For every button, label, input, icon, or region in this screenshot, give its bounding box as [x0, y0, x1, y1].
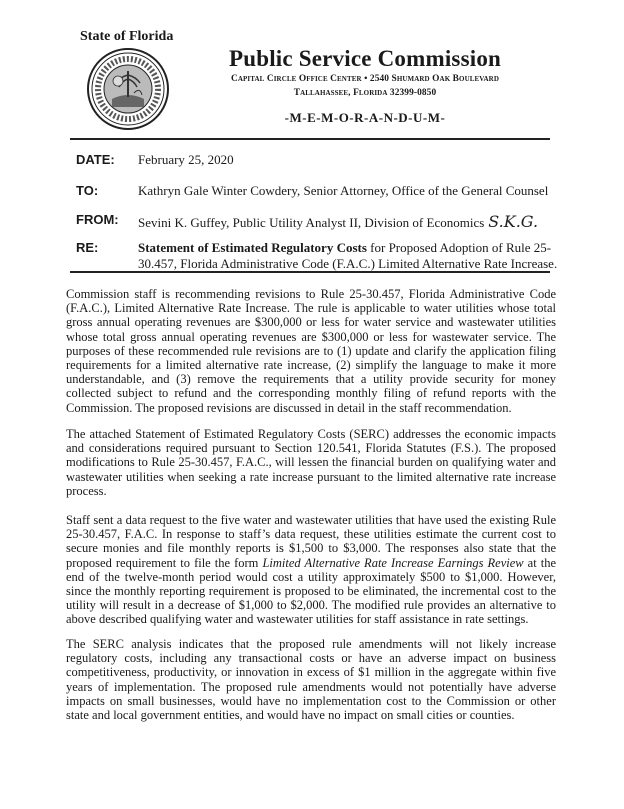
- header-divider: [70, 138, 550, 140]
- address-line-1: Capital Circle Office Center • 2540 Shumard Oak Boulevard: [231, 74, 499, 84]
- form-name-italic: Limited Alternative Rate Increase Earnings Review: [262, 555, 524, 570]
- from-label: FROM:: [76, 212, 119, 227]
- to-value: Kathryn Gale Winter Cowdery, Senior Attorney, Office of the General Counsel: [138, 183, 549, 198]
- memo-title: -M-E-M-O-R-A-N-D-U-M-: [284, 110, 446, 125]
- address-line-2: Tallahassee, Florida 32399-0850: [293, 88, 437, 98]
- florida-state-seal-icon: [86, 47, 170, 131]
- paragraph-3-part-a: Staff sent a data request to the five water and wastewater utilities that have used the existing Rule 25-30.457, F.A.C. In response to staff’s data request, these utilities estimate the current cost to secure monies and file monthly reports is $1,500 to $3,000. The responses also state that the proposed requirement to file the form: [66, 513, 556, 570]
- date-value: February 25, 2020: [138, 152, 234, 167]
- from-value: Sevini K. Guffey, Public Utility Analyst II, Division of Economics: [138, 215, 485, 230]
- subject-divider: [70, 271, 550, 273]
- re-label: RE:: [76, 240, 99, 255]
- paragraph-2: The attached Statement of Estimated Regulatory Costs (SERC) addresses the economic impacts and considerations required pursuant to Section 120.541, Florida Statutes (F.S.). The proposed modifications to Rule 25-30.457, F.A.C., will lessen the financial burden on qualifying water and wastewater utilities when seeking a rate increase pursuant to the limited alternative rate increase process.: [66, 427, 556, 498]
- paragraph-4: The SERC analysis indicates that the proposed rule amendments will not likely increase regulatory costs, including any transactional costs or have an adverse impact on business competitiveness, productivity, or innovation in excess of $1 million in the aggregate within five years of implementation. The proposed rule amendments would not potentially have adverse impacts on small businesses, would have no implementation cost to the Commission or other state and local government entities, and would have no impact on small cities or counties.: [66, 637, 556, 723]
- paragraph-1: Commission staff is recommending revisions to Rule 25-30.457, Florida Administrative Code (F.A.C.), Limited Alternative Rate Increase. The rule is applicable to water utilities whose total gross annual operating revenues are $300,000 or less for water service and wastewater utilities whose total gross annual operating revenues are $300,000 or less for wastewater service. The purposes of these recommended rule revisions are to (1) update and clarify the application filing requirements for a limited alternative rate increase, (2) simplify the language to make it more understandable, and (3) remove the requirements that a utility provide security for money collected subject to refund and the corresponding monthly filing of refund reports with the Commission. The proposed revisions are discussed in detail in the staff recommendation.: [66, 287, 556, 415]
- paragraph-3: [66, 513, 556, 627]
- paragraph-3-part-b: at the end of the twelve-month period would cost a utility approximately $500 to $1,000. However, since the monthly reporting requirement is proposed to be eliminated, the incremental cost to the utility will result in a decrease of $1,000 to $2,000. The modified rule provides an alternative to above described qualifying water and wastewater utilities for staff assistance in rate settings.: [66, 555, 556, 627]
- initials-signature: S.K.G.: [488, 212, 539, 231]
- date-label: DATE:: [76, 152, 115, 167]
- from-field: [138, 212, 538, 231]
- organization-name: Public Service Commission: [228, 46, 502, 71]
- re-subject: [138, 240, 558, 272]
- re-subject-rest: for Proposed Adoption of Rule 25-30.457, Florida Administrative Code (F.A.C.) Limited Alternative Rate Increase.: [138, 240, 558, 271]
- to-label: TO:: [76, 183, 99, 198]
- re-subject-bold: Statement of Estimated Regulatory Costs: [138, 240, 367, 255]
- state-name: State of Florida: [80, 29, 174, 44]
